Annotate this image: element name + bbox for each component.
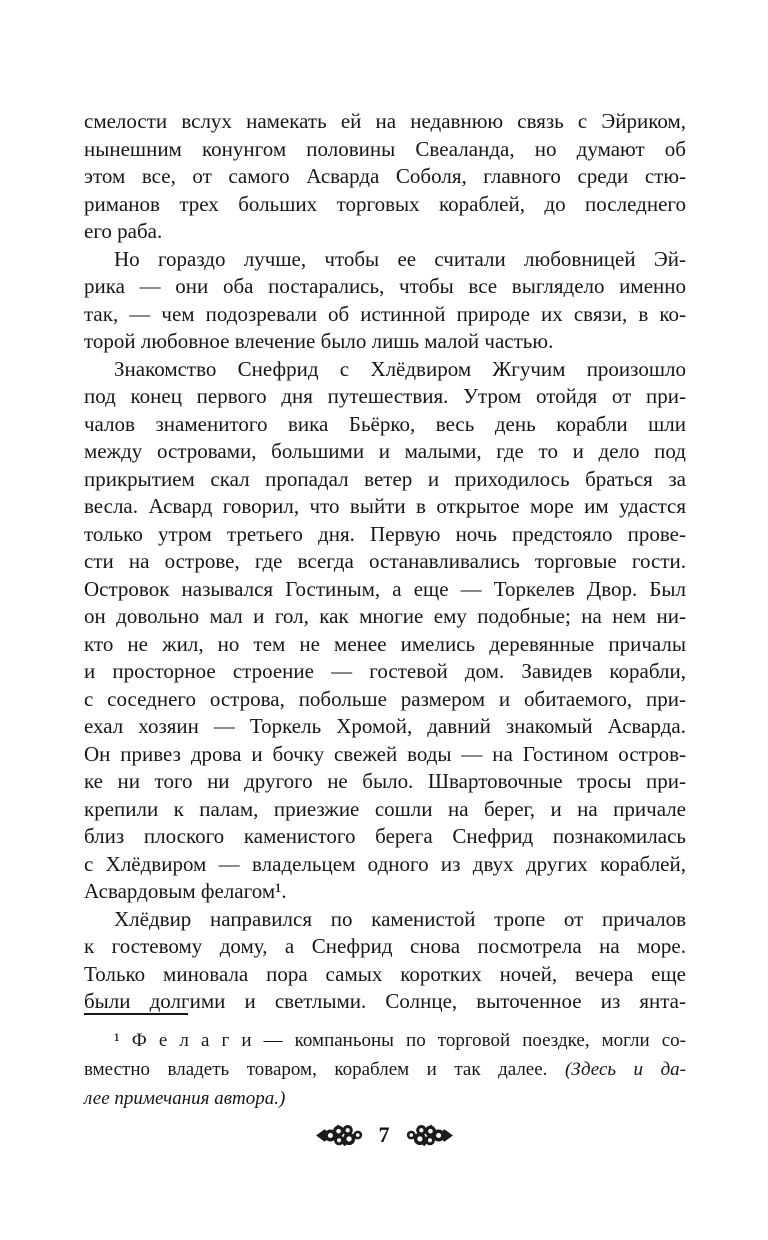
text-line: сти на острове, где всегда останавливались торговые гости.	[84, 549, 686, 573]
footnote-lines	[84, 1026, 686, 1113]
text-line: рика — они оба постарались, чтобы все выглядело именно	[84, 274, 686, 298]
text-line: чалов знаменитого вика Бьёрко, весь день корабли шли	[84, 411, 686, 436]
floral-ornament-right-icon	[405, 1123, 453, 1148]
text-line: с соседнего острова, побольше размером и обитаемого, при-	[84, 686, 686, 711]
text-line: ке ни того ни другого не было. Швартовочные тросы при-	[84, 769, 686, 793]
footnote-separator	[84, 1013, 188, 1015]
text-line: Но гораздо лучше, чтобы ее считали любовницей Эй-	[114, 246, 686, 271]
paragraph	[84, 108, 686, 246]
text-line: близ плоского каменистого берега Снефрид познакомилась	[84, 824, 686, 848]
text-line: весла. Асвард говорил, что выйти в открытое море им удастся	[84, 494, 686, 518]
paragraph	[84, 906, 686, 1016]
text-line: нынешним конунгом половины Свеаланда, но думают об	[84, 136, 686, 161]
text-line: между островами, большими и малыми, где то и дело под	[84, 439, 686, 463]
text-line: риманов трех больших торговых кораблей, до последнего	[84, 191, 686, 216]
footnote-italic-segment: (Здесь и да-	[564, 1059, 687, 1080]
text-line: Он привез дрова и бочку свежей воды — на Гостином остров-	[84, 741, 686, 766]
page-number: 7	[378, 1122, 390, 1147]
footnote-block	[84, 1013, 686, 1113]
text-line: только утром третьего дня. Первую ночь предстояло прове-	[84, 521, 686, 546]
footnote-text-segment: ¹ Ф е л а г и — компаньоны по торговой поездке, могли со-	[114, 1030, 686, 1051]
paragraph	[84, 356, 686, 906]
text-line: этом все, от самого Асварда Соболя, главного среди стю-	[84, 164, 686, 188]
text-line: смелости вслух намекать ей на недавнюю связь с Эйриком,	[84, 109, 686, 133]
text-line: Асвардовым фелагом¹.	[84, 879, 287, 903]
page-footer	[0, 1122, 768, 1148]
text-line: прикрытием скал пропадал ветер и приходилось браться за	[84, 466, 686, 491]
text-line: и просторное строение — гостевой дом. Завидев корабли,	[84, 659, 686, 683]
paragraph	[84, 246, 686, 356]
text-line: он довольно мал и гол, как многие ему подобные; на нем ни-	[84, 604, 686, 628]
text-line: его раба.	[84, 219, 163, 243]
footnote-text-segment: вместно владеть товаром, кораблем и так далее.	[84, 1059, 565, 1080]
text-line: Островок назывался Гостиным, а еще — Торкелев Двор. Был	[84, 576, 686, 601]
main-text	[84, 108, 686, 1016]
footnote-line	[84, 1026, 686, 1055]
text-line: были долгими и светлыми. Солнце, выточенное из янта-	[84, 989, 686, 1013]
footnote-italic-segment: лее примечания автора.)	[84, 1088, 286, 1109]
text-line: Знакомство Снефрид с Хлёдвиром Жгучим произошло	[114, 356, 686, 381]
text-line: под конец первого дня путешествия. Утром отойдя от при-	[84, 384, 686, 408]
text-line: к гостевому дому, а Снефрид снова посмотрела на море.	[84, 934, 686, 958]
text-line: ехал хозяин — Торкель Хромой, давний знакомый Асварда.	[84, 714, 686, 738]
text-line: кто не жил, но тем не менее имелись деревянные причалы	[84, 631, 686, 656]
text-line: крепили к палам, приезжие сошли на берег, и на причале	[84, 796, 686, 821]
text-line: Хлёдвир направился по каменистой тропе от причалов	[114, 906, 686, 931]
floral-ornament-left-icon	[316, 1123, 364, 1148]
footnote-line	[84, 1055, 686, 1084]
text-line: с Хлёдвиром — владельцем одного из двух других кораблей,	[84, 851, 686, 876]
text-line: Только миновала пора самых коротких ночей, вечера еще	[84, 961, 686, 986]
footnote-line	[84, 1084, 686, 1113]
text-line: торой любовное влечение было лишь малой частью.	[84, 329, 554, 353]
text-line: так, — чем подозревали об истинной природе их связи, в ко-	[84, 301, 686, 326]
